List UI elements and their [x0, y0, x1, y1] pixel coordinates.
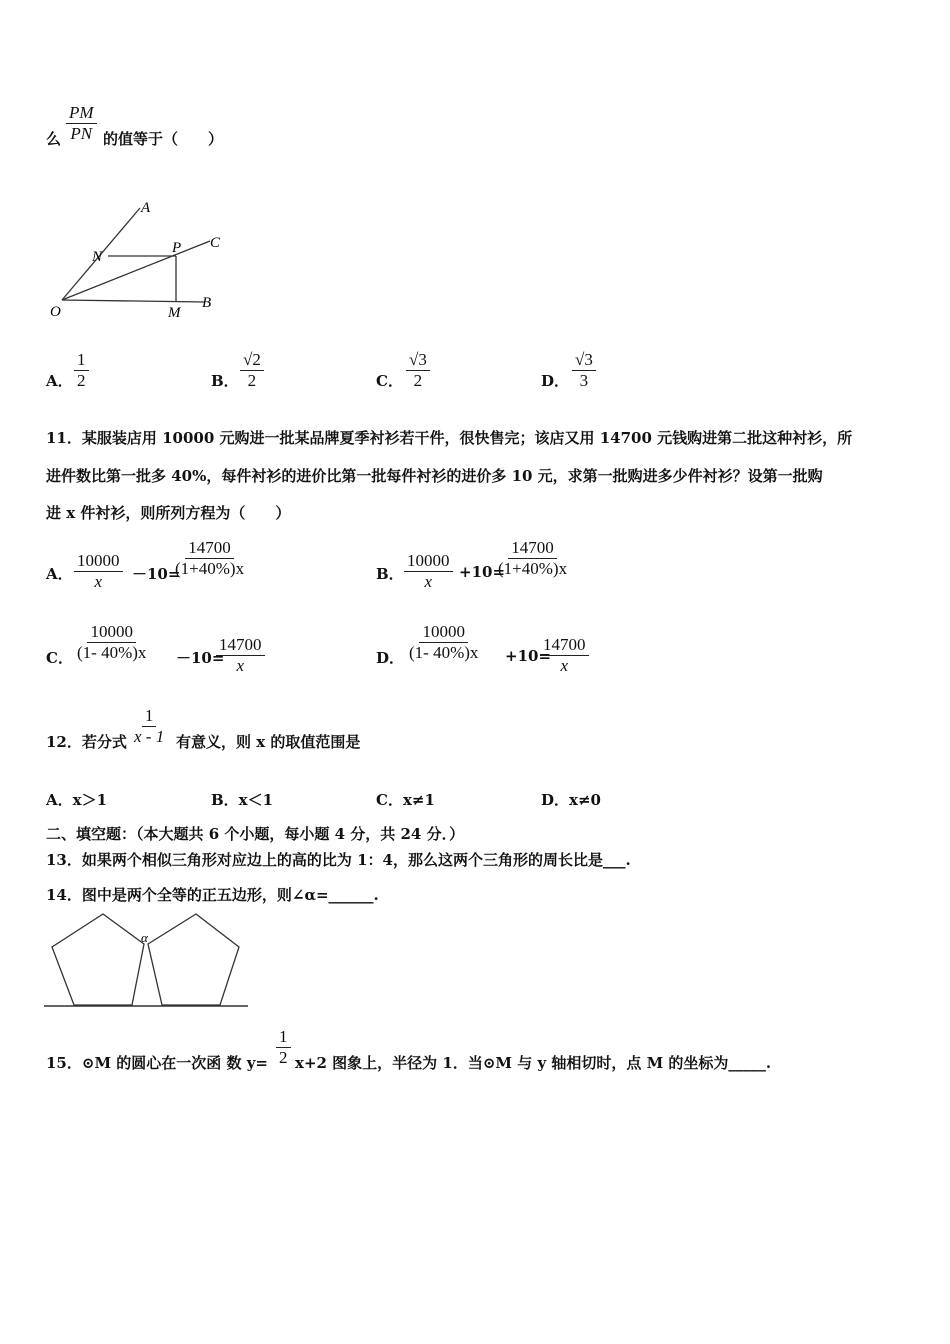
q10-option-a-label: A．	[46, 372, 73, 390]
label-O: O	[50, 304, 61, 320]
q11-option-d-label: D．	[376, 649, 405, 667]
q10-angle-figure	[40, 190, 240, 325]
q11-c-operator: －10=	[176, 649, 225, 667]
frac-num: 1	[74, 350, 89, 371]
q11-c-left-frac	[74, 622, 149, 663]
q11-option-c-label: C．	[46, 649, 73, 667]
q10-tail: 的值等于（ ）	[103, 130, 224, 148]
q12-option-a: A．x＞1	[46, 791, 108, 809]
frac-den: (1+40%)x	[175, 559, 245, 578]
frac-num: √3	[406, 350, 430, 371]
frac-den: 2	[247, 371, 257, 390]
frac-num: 10000	[87, 622, 136, 643]
q11-a-operator: －10=	[132, 565, 181, 583]
frac-num: √2	[240, 350, 264, 371]
q10-option-b-frac	[240, 350, 264, 391]
frac-den: x	[236, 656, 245, 675]
label-A: A	[141, 200, 151, 216]
frac-num: 14700	[508, 538, 557, 559]
frac-den: (1- 40%)x	[77, 643, 147, 662]
q11-a-right-frac	[172, 538, 247, 579]
q12-fraction	[131, 706, 167, 747]
q11-line-1: 11．某服装店用 10000 元购进一批某品牌夏季衬衫若干件，很快售完；该店又用 14700 元钱购进第二批这种衬衫，所	[46, 429, 853, 447]
q10-option-a-frac	[74, 350, 89, 391]
frac-num: 10000	[404, 551, 453, 572]
q11-d-operator: +10=	[505, 647, 552, 665]
frac-den: 2	[413, 371, 423, 390]
label-C: C	[210, 235, 221, 251]
q10-fraction	[66, 103, 97, 144]
q10-option-b-label: B．	[211, 372, 239, 390]
q12-tail: 有意义，则 x 的取值范围是	[176, 733, 361, 751]
q12-lead: 12．若分式	[46, 733, 127, 751]
frac-num: 1	[142, 706, 157, 727]
q12-option-b: B．x＜1	[211, 791, 274, 809]
pentagon-right	[148, 914, 239, 1005]
frac-den: x	[560, 656, 569, 675]
q13-text: 13．如果两个相似三角形对应边上的高的比为 1：4，那么这两个三角形的周长比是___.	[46, 851, 631, 869]
frac-num: 1	[276, 1027, 291, 1048]
frac-num: 14700	[540, 635, 589, 656]
q11-option-a-label: A．	[46, 565, 73, 583]
label-M: M	[168, 305, 181, 321]
q11-line-3: 进 x 件衬衫，则所列方程为（ ）	[46, 504, 291, 522]
q10-frac-num: PM	[66, 103, 97, 124]
q10-option-d-frac	[572, 350, 596, 391]
q11-option-b-label: B．	[376, 565, 404, 583]
q11-b-operator: +10=	[459, 563, 506, 581]
q10-option-d-label: D．	[541, 372, 570, 390]
label-P: P	[172, 240, 182, 256]
frac-den: (1- 40%)x	[409, 643, 479, 662]
q12-option-d: D．x≠0	[541, 791, 601, 809]
frac-den: 2	[279, 1048, 288, 1067]
frac-den: 3	[579, 371, 589, 390]
q10-option-c-frac	[406, 350, 430, 391]
q11-b-right-frac	[495, 538, 570, 579]
q12-option-c: C．x≠1	[376, 791, 435, 809]
q10-option-c-label: C．	[376, 372, 403, 390]
label-B: B	[202, 295, 212, 311]
q15-tail: x+2 图象上，半径为 1．当⊙M 与 y 轴相切时，点 M 的坐标为_____.	[295, 1054, 772, 1072]
label-N: N	[92, 249, 103, 265]
alpha-label: α	[141, 930, 148, 945]
q11-b-left-frac	[404, 551, 453, 592]
q15-lead: 15．⊙M 的圆心在一次函 数 y=	[46, 1054, 268, 1072]
q11-a-left-frac	[74, 551, 123, 592]
frac-den: x	[94, 572, 103, 591]
frac-den: x - 1	[134, 727, 165, 746]
q15-fraction	[276, 1027, 291, 1068]
q14-text: 14．图中是两个全等的正五边形，则∠α=______.	[46, 886, 379, 904]
frac-den: 2	[77, 371, 86, 390]
q11-d-right-frac	[540, 635, 589, 676]
q10-frac-den: PN	[70, 124, 93, 143]
ray-OC	[62, 241, 210, 300]
q11-line-2: 进件数比第一批多 40%，每件衬衫的进价比第一批每件衬衫的进价多 10 元，求第一批购进多少件衬衫？设第一批购	[46, 467, 823, 485]
q11-c-right-frac	[216, 635, 265, 676]
ray-OB	[62, 300, 205, 302]
q11-d-left-frac	[406, 622, 481, 663]
section-2-heading: 二、填空题：（本大题共 6 个小题，每小题 4 分，共 24 分．）	[46, 825, 465, 843]
q14-pentagon-figure	[44, 908, 248, 1010]
frac-num: 14700	[216, 635, 265, 656]
pentagon-left	[52, 914, 144, 1005]
frac-den: (1+40%)x	[498, 559, 568, 578]
frac-num: 14700	[185, 538, 234, 559]
q10-lead: 么	[46, 130, 62, 148]
frac-den: x	[424, 572, 433, 591]
frac-num: √3	[572, 350, 596, 371]
frac-num: 10000	[419, 622, 468, 643]
frac-num: 10000	[74, 551, 123, 572]
